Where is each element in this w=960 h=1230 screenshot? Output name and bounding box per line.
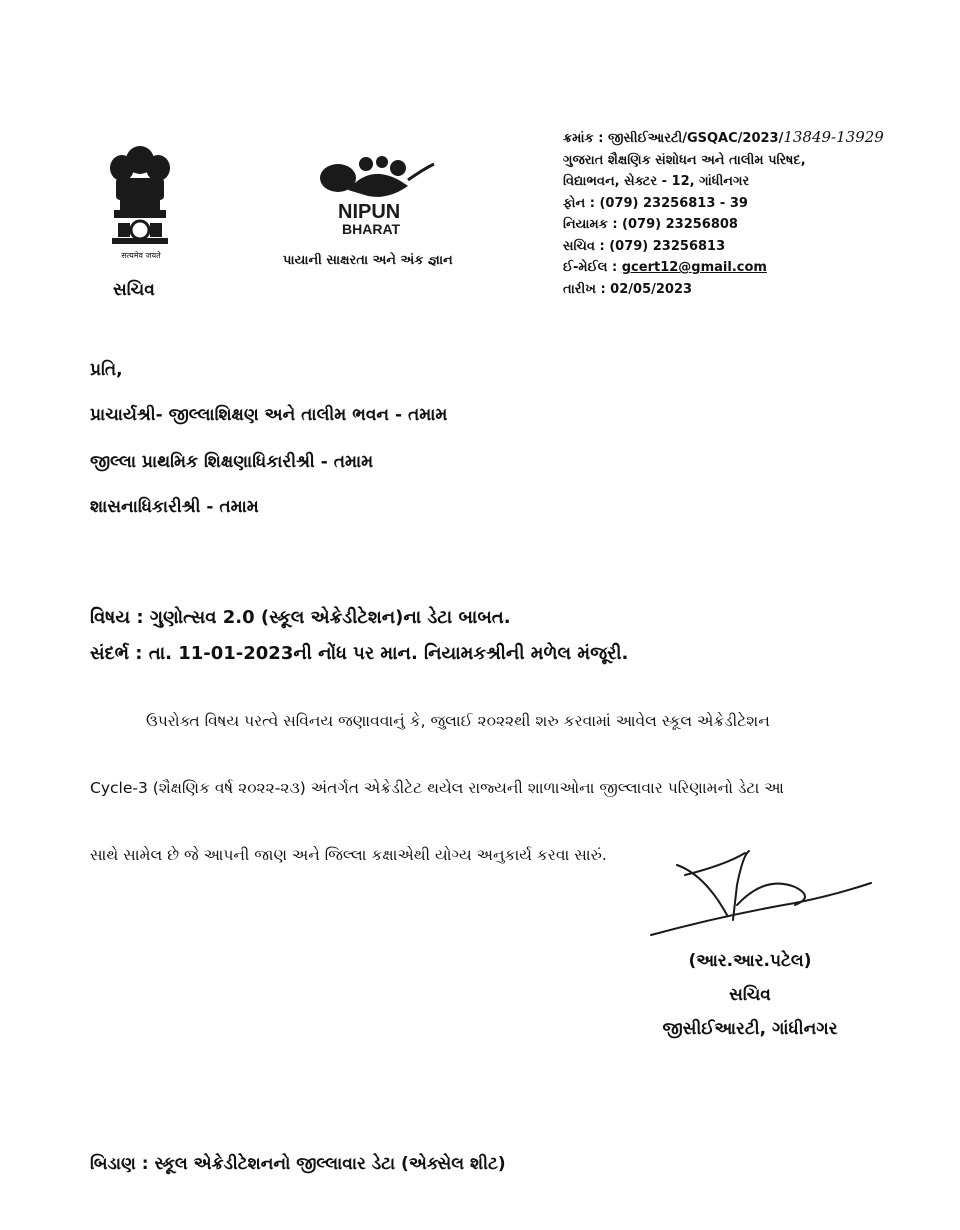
subject-line: વિષય : ગુણોત્સવ 2.0 (સ્કૂલ એક્રેડીટેશન)ના ડેટા બાબત. [90, 607, 511, 628]
nipun-tagline: પાયાની સાક્ષરતા અને અંક જ્ઞાન [283, 253, 453, 268]
recipient-line-1: પ્રાચાર્યશ્રી- જીલ્લાશિક્ષણ અને તાલીમ ભવન - તમામ [90, 405, 448, 425]
recipient-line-3: શાસનાધિકારીશ્રી - તમામ [90, 497, 259, 517]
emblem-label: સચિવ [113, 280, 155, 300]
body-line-2: Cycle-3 (શૈક્ષણિક વર્ષ ૨૦૨૨-૨૩) અંતર્ગત એક્રેડીટેટ થયેલ રાજ્યની શાળાઓના જીલ્લાવાર પરિણામનો ડેટા આ [90, 779, 784, 797]
body-line-1: ઉપરોક્ત વિષય પરત્વે સવિનય જણાવવાનું કે, જુલાઈ ૨૦૨૨થી શરુ કરવામાં આવેલ સ્કૂલ એક્રેડીટેશન [146, 712, 770, 730]
bharat-logo-text: BHARAT [342, 221, 401, 237]
signatory-office: જીસીઈઆરટી, ગાંધીનગર [662, 1019, 838, 1039]
enclosure-line: બિડાણ : સ્કૂલ એક્રેડીટેશનનો જીલ્લાવાર ડેટા (એક્સેલ શીટ) [90, 1154, 506, 1174]
letter-header [563, 127, 884, 300]
recipient-prati: પ્રતિ, [90, 360, 123, 380]
phone-number: ફોન : (079) 23256813 - 39 [563, 195, 748, 211]
signatory-name: (આર.આર.પટેલ) [688, 951, 812, 971]
nipun-bharat-logo-icon [308, 150, 438, 240]
emblem-motto: सत्यमेव जयते [121, 251, 161, 260]
organization-address: વિદ્યાભવન, સેક્ટર - 12, ગાંધીનગર [563, 174, 750, 189]
director-phone: નિયામક : (079) 23256808 [563, 217, 738, 232]
recipient-line-2: જીલ્લા પ્રાથમિક શિક્ષણાધિકારીશ્રી - તમામ [90, 452, 374, 472]
email-link[interactable]: gcert12@gmail.com [621, 260, 767, 275]
body-line-3: સાથે સામેલ છે જે આપની જાણ અને જિલ્લા કક્ષાએથી યોગ્ય અનુકાર્ય કરવા સારું. [90, 846, 607, 864]
email: ઈ-મેઈલ : gcert12@gmail.com [563, 260, 767, 275]
nipun-logo-text: NIPUN [338, 201, 401, 223]
organization-name: ગુજરાત શૈક્ષણિક સંશોધન અને તાલીમ પરિષદ, [563, 152, 806, 168]
reference-number: ક્રમાંક : જીસીઈઆરટી/GSQAC/2023/13849-13929 [563, 128, 884, 146]
state-emblem-icon [98, 138, 182, 268]
reference-line: સંદર્ભ : તા. 11-01-2023ની નોંધ પર માન. નિયામકશ્રીની મળેલ મંજૂરી. [90, 643, 629, 664]
signatory-block [630, 944, 870, 1046]
handwritten-reference: 13849-13929 [783, 128, 884, 146]
secretary-phone: સચિવ : (079) 23256813 [563, 238, 726, 254]
signature-mark-icon [645, 845, 875, 940]
letter-date: તારીખ : 02/05/2023 [563, 281, 693, 297]
signatory-title: સચિવ [729, 985, 771, 1005]
